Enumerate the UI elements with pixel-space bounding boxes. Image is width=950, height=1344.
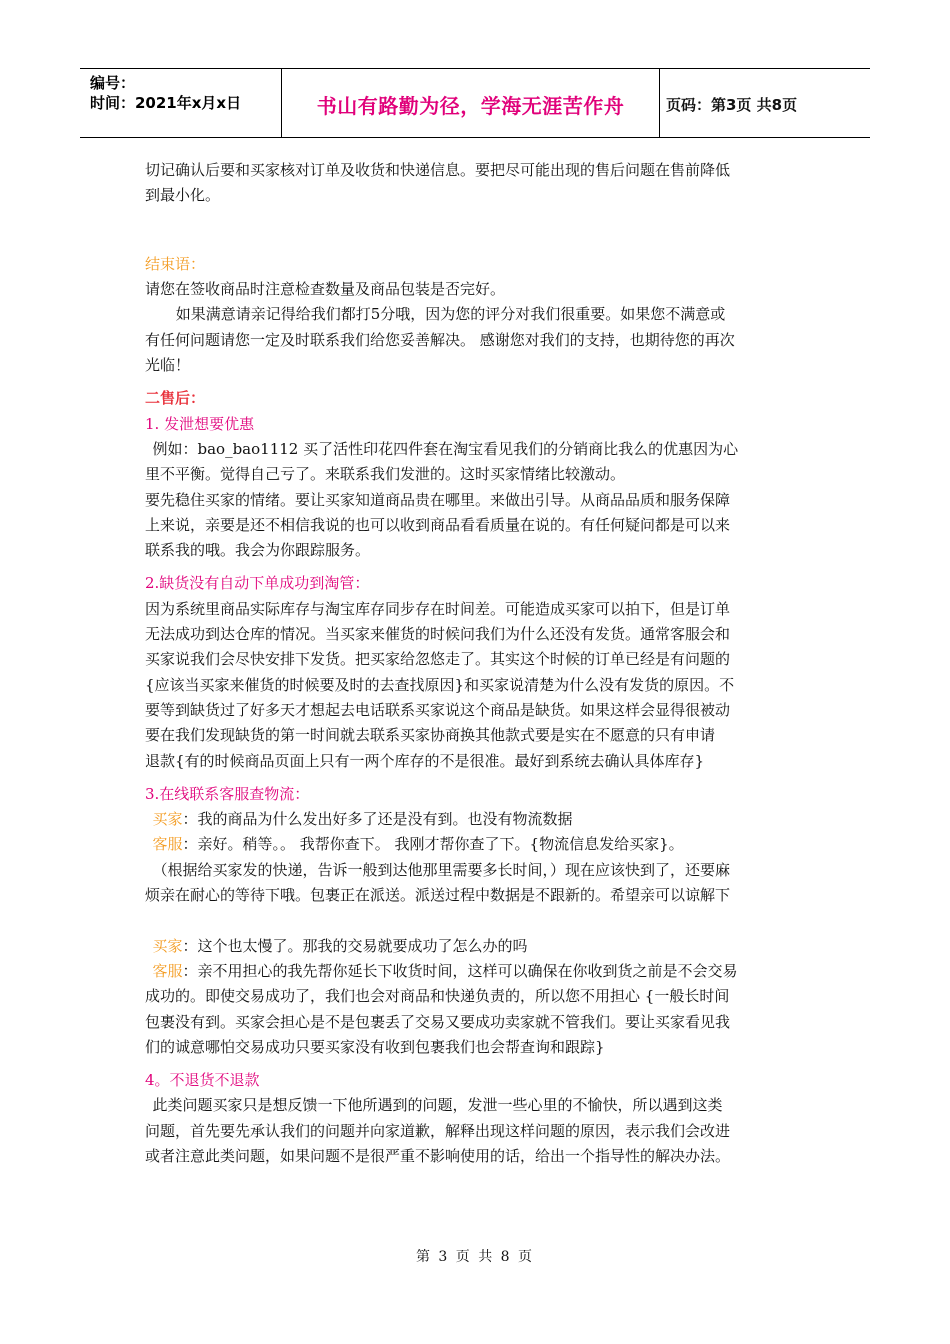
closing-line: 如果满意请亲记得给我们都打5分哦，因为您的评分对我们很重要。如果您不满意或 [175, 305, 726, 324]
section-3-line: 包裹没有到。买家会担心是不是包裹丢了交易又要成功卖家就不管我们。要让买家看见我 [145, 1012, 731, 1031]
service-label: 客服 [152, 961, 183, 980]
closing-line: 请您在签收商品时注意检查数量及商品包装是否完好。 [145, 280, 506, 299]
buyer-text: ：这个也太慢了。那我的交易就要成功了怎么办的吗 [182, 936, 528, 955]
header-page-cell [660, 69, 870, 137]
intro-line: 到最小化。 [145, 186, 221, 205]
section-1-line: 要先稳住买家的情绪。要让买家知道商品贵在哪里。来做出引导。从商品品质和服务保障 [145, 490, 731, 509]
intro-line: 切记确认后要和买家核对订单及收货和快递信息。要把尽可能出现的售后问题在售前降低 [145, 161, 731, 179]
section-2-title: 2.缺货没有自动下单成功到淘管： [145, 574, 370, 593]
header-page-number: 页码：第3页 共8页 [666, 96, 798, 114]
section-1-line: 上来说，亲要是还不相信我说的也可以收到商品看看质量在说的。有任何疑问都是可以来 [145, 515, 731, 534]
section-1-line: 里不平衡。觉得自己亏了。来联系我们发泄的。这时买家情绪比较激动。 [145, 465, 626, 484]
buyer-label: 买家 [152, 936, 183, 955]
document-time-label: 时间：2021年x月x日 [90, 94, 242, 112]
section-1-line: 联系我的哦。我会为你跟踪服务。 [145, 541, 371, 560]
closing-heading: 结束语： [145, 254, 206, 273]
section-3-line: 烦亲在耐心的等待下哦。包裹正在派送。派送过程中数据是不跟新的。希望亲可以谅解下 [145, 886, 731, 905]
dialog-buyer-line [145, 934, 810, 959]
section-2-line: 退款{有的时候商品页面上只有一两个库存的不是很准。最好到系统去确认具体库存} [145, 751, 705, 770]
closing-line: 光临！ [145, 356, 191, 375]
section-3-line: 们的诚意哪怕交易成功只要买家没有收到包裹我们也会帮查询和跟踪} [145, 1037, 605, 1056]
section-2-line: 买家说我们会尽快安排下发货。把买家给忽悠走了。其实这个时候的订单已经是有问题的 [145, 650, 731, 669]
section-2-line: 无法成功到达仓库的情况。当买家来催货的时候问我们为什么还没有发货。通常客服会和 [145, 625, 731, 644]
header-info-cell [80, 69, 282, 137]
section-4-title: 4。不退货不退款 [145, 1071, 260, 1090]
after-sales-heading: 二售后： [145, 389, 206, 408]
section-3-title: 3.在线联系客服查物流： [145, 784, 310, 803]
header-motto: 书山有路勤为径，学海无涯苦作舟 [316, 94, 625, 118]
page-footer: 第 3 页 共 8 页 [415, 1249, 535, 1265]
buyer-label: 买家 [152, 810, 183, 829]
section-3-line: 成功的。即使交易成功了，我们也会对商品和快递负责的，所以您不用担心 {一般长时间 [145, 987, 730, 1006]
section-1-title: 1. 发泄想要优惠 [145, 414, 255, 433]
closing-line: 有任何问题请您一定及时联系我们给您妥善解决。 感谢您对我们的支持，也期待您的再次 [145, 330, 735, 349]
buyer-text: ：我的商品为什么发出好多了还是没有到。也没有物流数据 [182, 810, 573, 829]
service-label: 客服 [152, 835, 183, 854]
section-1-line: 例如：bao_bao1112 买了活性印花四件套在淘宝看见我们的分销商比我么的优惠因为心 [152, 439, 739, 458]
dialog-buyer-line [145, 807, 810, 832]
section-2-line: 要等到缺货过了好多天才想起去电话联系买家说这个商品是缺货。如果这样会显得很被动 [145, 700, 731, 719]
section-3-line: （根据给买家发的快递，告诉一般到达他那里需要多长时间，）现在应该快到了，还要麻 [152, 860, 731, 879]
section-4-line: 问题，首先要先承认我们的问题并向家道歉，解释出现这样问题的原因，表示我们会改进 [145, 1121, 731, 1140]
section-4-line: 或者注意此类问题，如果问题不是很严重不影响使用的话，给出一个指导性的解决办法。 [145, 1146, 731, 1165]
service-text: ：亲不用担心的我先帮你延长下收货时间，这样可以确保在你收到货之前是不会交易 [182, 961, 738, 980]
section-2-line: {应该当买家来催货的时候要及时的去查找原因}和买家说清楚为什么没有发货的原因。不 [145, 675, 735, 694]
service-text: ：亲好。稍等。。 我帮你查下。 我刚才帮你查了下。{物流信息发给买家}。 [182, 835, 684, 854]
dialog-service-line [145, 959, 810, 984]
section-2-line: 因为系统里商品实际库存与淘宝库存同步存在时间差。可能造成买家可以拍下，但是订单 [145, 599, 731, 618]
section-4-line: 此类问题买家只是想反馈一下他所遇到的问题，发泄一些心里的不愉快，所以遇到这类 [152, 1096, 723, 1115]
document-number-label: 编号： [90, 74, 136, 92]
header-table [80, 68, 870, 138]
dialog-service-line [145, 832, 810, 857]
section-2-line: 要在我们发现缺货的第一时间就去联系买家协商换其他款式要是实在不愿意的只有申请 [145, 726, 716, 745]
header-motto-cell [282, 69, 660, 137]
document-body [145, 158, 810, 1169]
